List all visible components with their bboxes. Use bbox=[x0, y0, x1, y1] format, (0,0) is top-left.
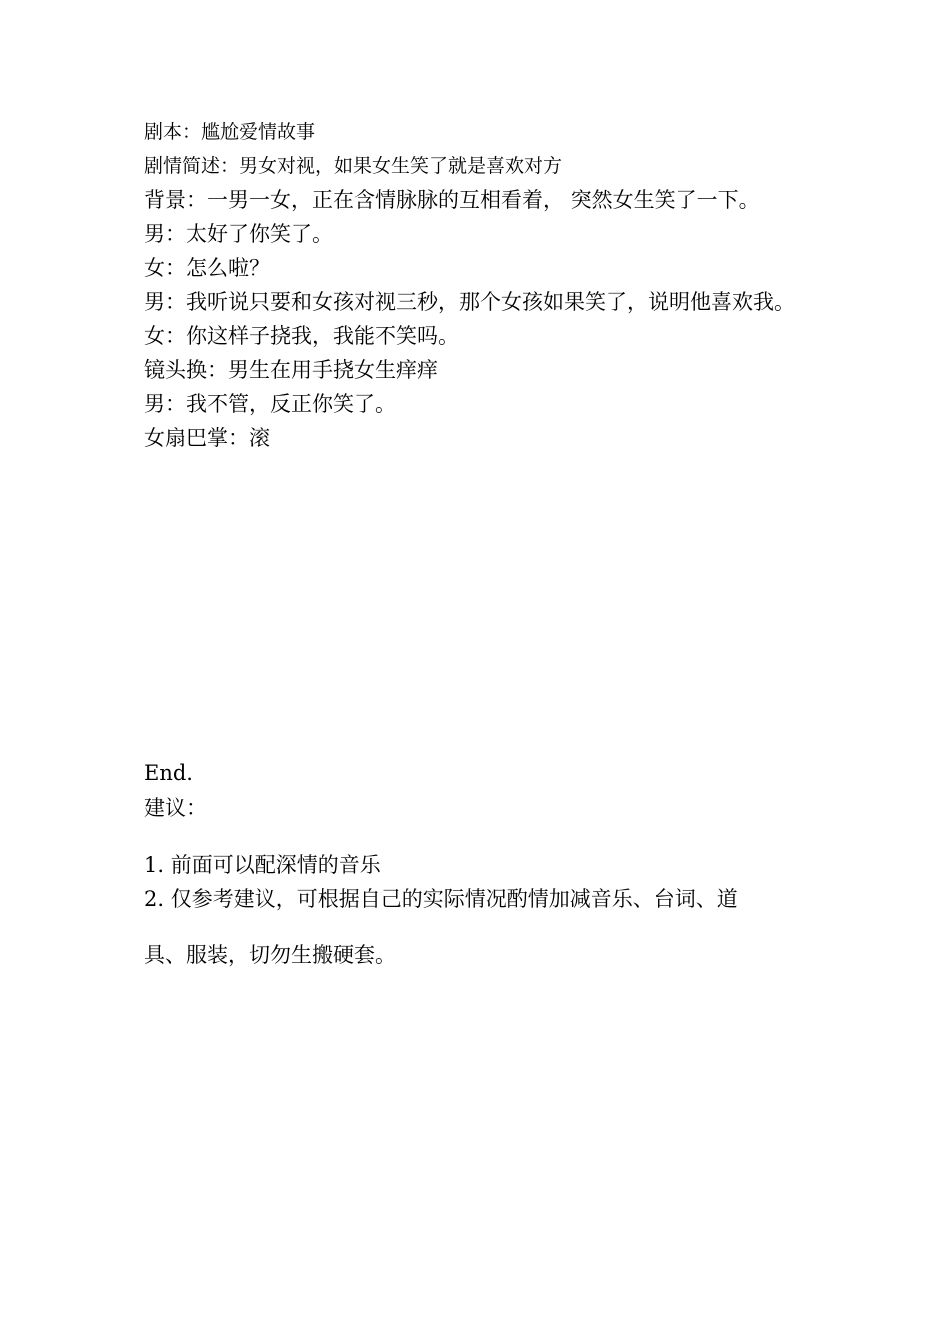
suggestion-number: 1. bbox=[144, 853, 165, 877]
script-line: 女扇巴掌：滚 bbox=[144, 426, 270, 450]
suggestion-item-1 bbox=[144, 855, 381, 876]
script-title: 剧本：尴尬爱情故事 bbox=[144, 121, 316, 143]
end-marker: End. bbox=[144, 761, 193, 785]
script-line: 男：我听说只要和女孩对视三秒，那个女孩如果笑了，说明他喜欢我。 bbox=[144, 290, 795, 314]
suggestion-continuation: 具、服装，切勿生搬硬套。 bbox=[144, 943, 396, 967]
script-line: 女：怎么啦？ bbox=[144, 256, 270, 280]
suggestion-item-2 bbox=[144, 889, 738, 910]
suggestion-label: 建议： bbox=[144, 796, 207, 820]
script-line-background: 背景：一男一女，正在含情脉脉的互相看着， 突然女生笑了一下。 bbox=[144, 188, 760, 212]
plot-summary: 剧情简述：男女对视，如果女生笑了就是喜欢对方 bbox=[144, 155, 563, 177]
script-line: 男：我不管，反正你笑了。 bbox=[144, 392, 396, 416]
script-line: 男：太好了你笑了。 bbox=[144, 222, 333, 246]
script-line-camera: 镜头换：男生在用手挠女生痒痒 bbox=[144, 358, 438, 382]
suggestion-text: 前面可以配深情的音乐 bbox=[170, 853, 381, 877]
script-line: 女：你这样子挠我，我能不笑吗。 bbox=[144, 324, 459, 348]
suggestion-text: 仅参考建议，可根据自己的实际情况酌情加减音乐、台词、道 bbox=[170, 887, 738, 911]
suggestion-number: 2. bbox=[144, 887, 165, 911]
